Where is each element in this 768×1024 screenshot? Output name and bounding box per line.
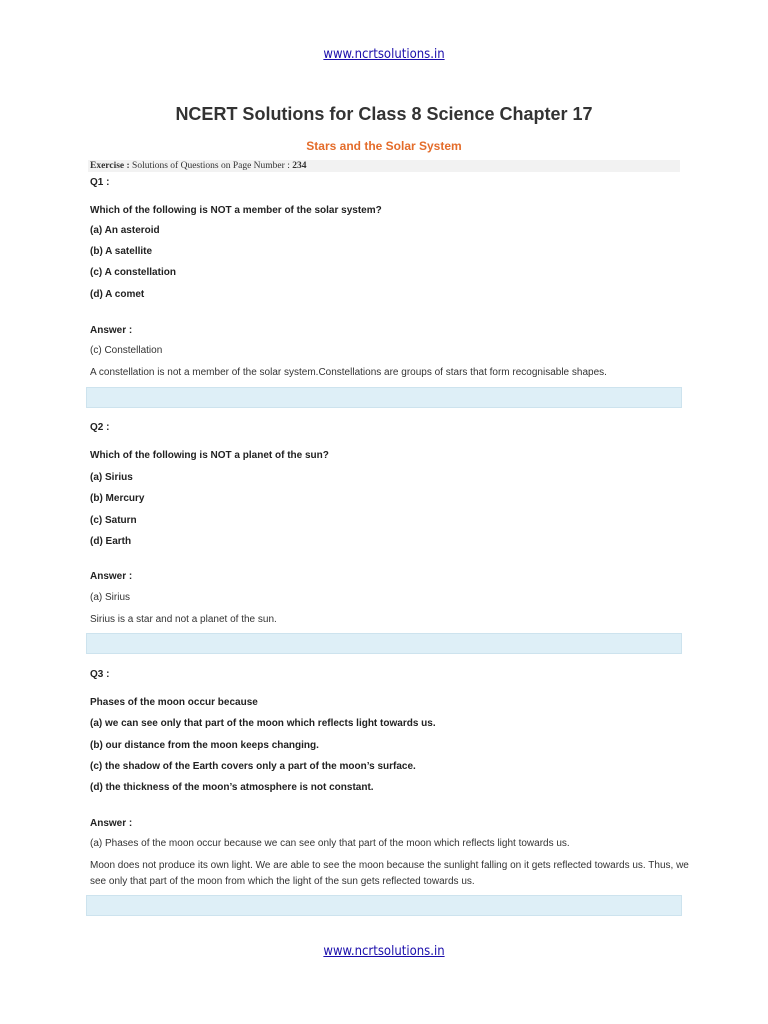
page-title: NCERT Solutions for Class 8 Science Chapter 17 xyxy=(175,104,593,124)
exercise-page-number: 234 xyxy=(292,161,307,171)
footer-site-link[interactable]: www.ncrtsolutions.in xyxy=(323,944,445,959)
exercise-label: Exercise : xyxy=(90,161,130,171)
question-1-answer: (c) Constellation xyxy=(90,345,163,356)
question-1-label: Q1 : xyxy=(90,177,110,188)
question-1-answer-label: Answer : xyxy=(90,325,133,336)
exercise-bar xyxy=(88,160,680,172)
question-1-text: Which of the following is NOT a member of the solar system? xyxy=(90,205,382,216)
page-subtitle: Stars and the Solar System xyxy=(306,139,462,153)
question-3-option-c: (c) the shadow of the Earth covers only a part of the moon’s surface. xyxy=(90,761,416,772)
question-2-option-c: (c) Saturn xyxy=(90,515,137,526)
question-1-explanation: A constellation is not a member of the solar system.Constellations are groups of stars that form recognisable shapes. xyxy=(90,367,607,378)
question-1-option-b: (b) A satellite xyxy=(90,246,153,257)
header-site-link[interactable]: www.ncrtsolutions.in xyxy=(323,47,445,62)
question-1-option-d: (d) A comet xyxy=(90,289,145,300)
question-1-separator-band xyxy=(86,387,682,408)
question-2-text: Which of the following is NOT a planet of the sun? xyxy=(90,450,329,461)
question-2-answer: (a) Sirius xyxy=(90,592,131,603)
question-2-separator-band xyxy=(86,633,682,654)
question-3-separator-band xyxy=(86,895,682,916)
question-3-option-b: (b) our distance from the moon keeps changing. xyxy=(90,740,319,751)
question-3-text: Phases of the moon occur because xyxy=(90,697,258,708)
question-2-label: Q2 : xyxy=(90,422,110,433)
question-3-answer-label: Answer : xyxy=(90,818,133,829)
question-3-explanation: Moon does not produce its own light. We are able to see the moon because the sunlight falling on it gets reflected towards us. Thus, we see only that part of the moon from which the light of the sun gets reflected towards us. xyxy=(90,860,689,887)
question-3-label: Q3 : xyxy=(90,669,110,680)
question-3-option-d: (d) the thickness of the moon’s atmosphere is not constant. xyxy=(90,782,374,793)
question-2-answer-label: Answer : xyxy=(90,571,133,582)
question-2-option-b: (b) Mercury xyxy=(90,493,145,504)
question-2-option-a: (a) Sirius xyxy=(90,472,133,483)
exercise-text: Solutions of Questions on Page Number : xyxy=(132,161,290,171)
question-2-option-d: (d) Earth xyxy=(90,536,132,547)
question-1-option-a: (a) An asteroid xyxy=(90,225,160,236)
question-3-option-a: (a) we can see only that part of the moon which reflects light towards us. xyxy=(90,718,436,729)
question-1-option-c: (c) A constellation xyxy=(90,267,176,278)
question-2-explanation: Sirius is a star and not a planet of the sun. xyxy=(90,614,277,625)
question-3-answer: (a) Phases of the moon occur because we can see only that part of the moon which reflects light towards us. xyxy=(90,838,570,849)
